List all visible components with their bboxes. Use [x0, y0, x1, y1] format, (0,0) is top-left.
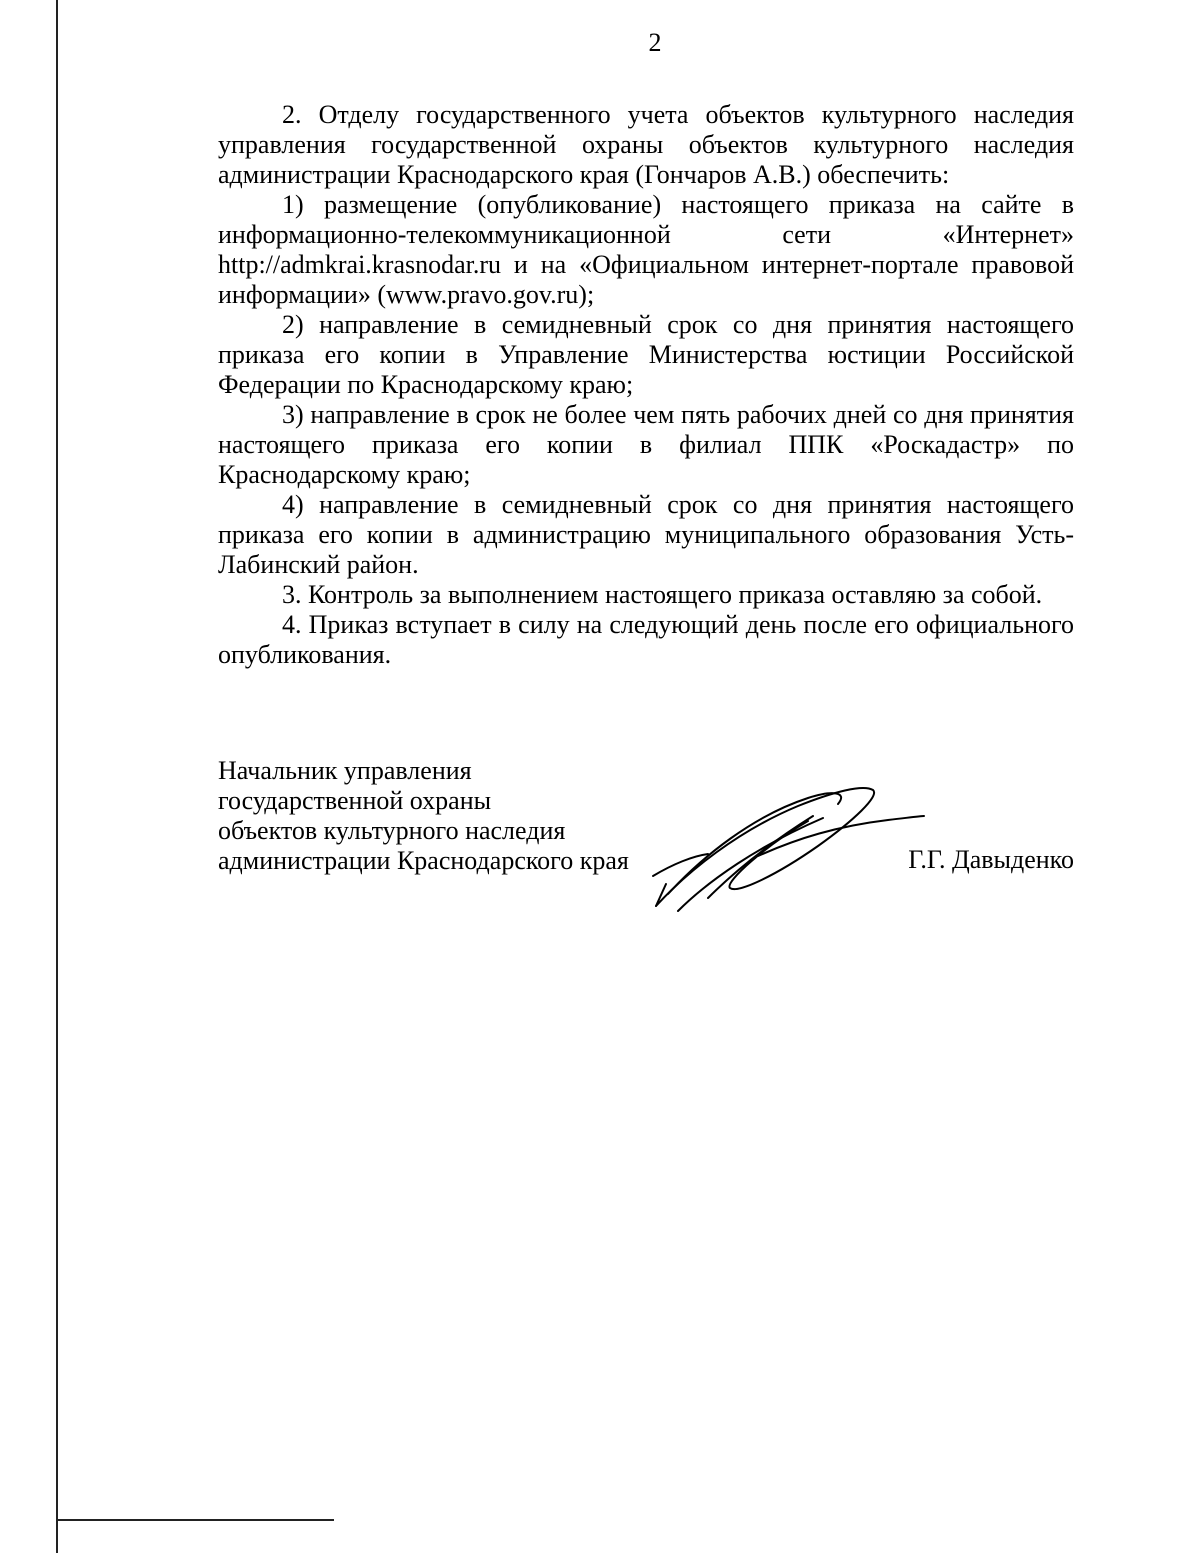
signer-position-line-3: объектов культурного наследия	[218, 816, 566, 845]
scan-left-margin-line	[56, 0, 58, 1553]
document-body	[218, 100, 1074, 670]
page-number: 2	[648, 28, 662, 57]
paragraph-item-2: 2. Отделу государственного учета объектов культурного наследия управления государственной охраны объектов культурного наследия администрации Краснодарского края (Гончаров А.В.) обеспечить:	[218, 100, 1074, 189]
paragraph-subitem-2: 2) направление в семидневный срок со дня принятия настоящего приказа его копии в Управление Министерства юстиции Российской Федерации по Краснодарскому краю;	[218, 310, 1074, 399]
signer-name: Г.Г. Давыденко	[908, 845, 1074, 874]
signature-block	[218, 756, 1074, 916]
signer-position-line-4: администрации Краснодарского края	[218, 846, 629, 875]
signer-position-line-1: Начальник управления	[218, 756, 472, 785]
paragraph-item-3: 3. Контроль за выполнением настоящего приказа оставляю за собой.	[282, 580, 1043, 609]
footnote-rule	[56, 1519, 334, 1521]
paragraph-item-4: 4. Приказ вступает в силу на следующий день после его официального опубликования.	[218, 610, 1074, 669]
signer-position-line-2: государственной охраны	[218, 786, 492, 815]
paragraph-subitem-4: 4) направление в семидневный срок со дня принятия настоящего приказа его копии в администрацию муниципального образования Усть-Лабинский район.	[218, 490, 1074, 579]
paragraph-subitem-3: 3) направление в срок не более чем пять рабочих дней со дня принятия настоящего приказа его копии в филиал ППК «Роскадастр» по Краснодарскому краю;	[218, 400, 1074, 489]
paragraph-subitem-1: 1) размещение (опубликование) настоящего приказа на сайте в информационно-телекоммуникационной сети «Интернет» http://admkrai.krasnodar.ru и на «Официальном интернет-портале правовой информации» (www.pravo.gov.ru);	[218, 190, 1074, 309]
handwritten-signature	[648, 776, 948, 916]
